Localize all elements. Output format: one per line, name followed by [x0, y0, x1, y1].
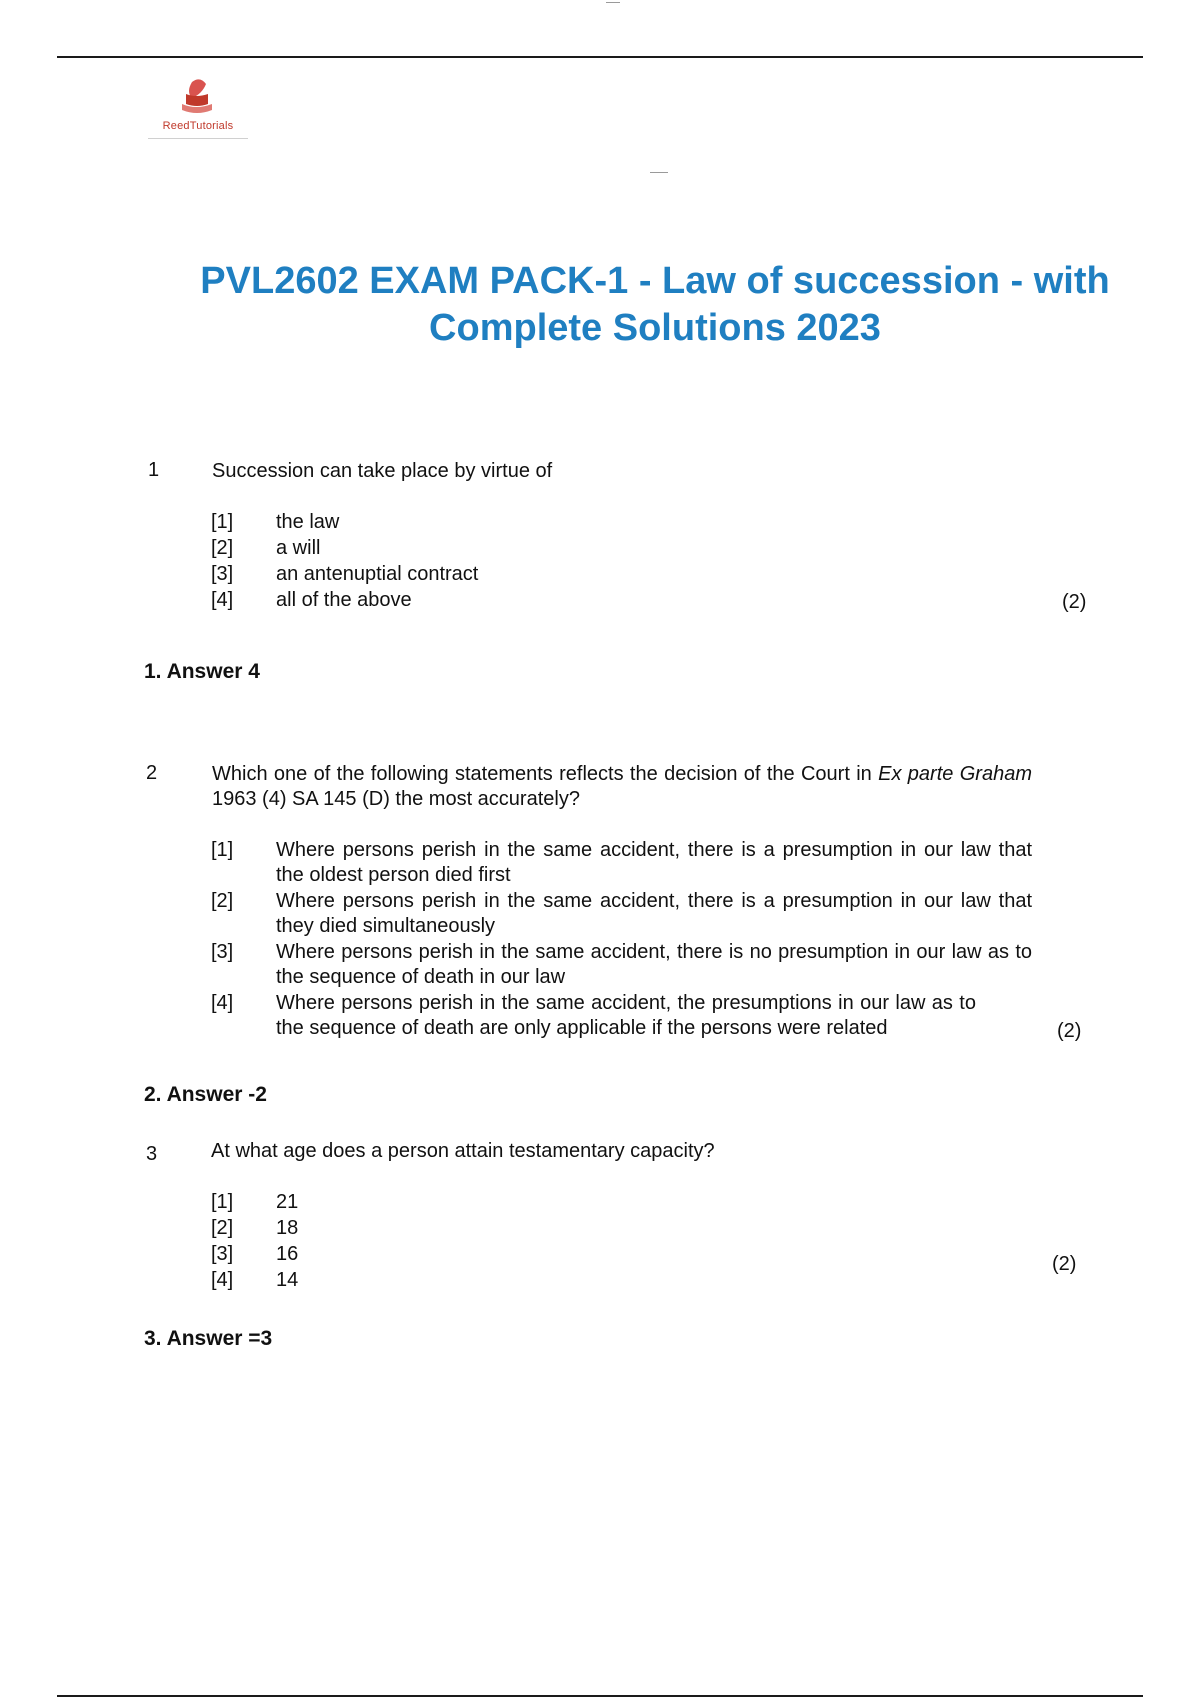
top-rule: [57, 56, 1143, 58]
option-label: [4]: [211, 589, 234, 611]
option-text: Where persons perish in the same accident, there is no presumption in our law as to the sequence of death in our law: [276, 941, 1032, 988]
question-1-option-1: [211, 510, 1032, 535]
question-3-answer: 3. Answer =3: [144, 1327, 273, 1350]
question-2-option-2: [211, 889, 1032, 939]
bottom-rule: [57, 1695, 1143, 1697]
top-tick-mark: [606, 2, 620, 3]
question-1-answer: 1. Answer 4: [144, 660, 260, 683]
question-2-stem: [212, 762, 1032, 812]
question-2-case-name: Ex parte Graham: [878, 763, 1032, 785]
option-label: [1]: [211, 511, 234, 533]
question-3-stem: At what age does a person attain testamentary capacity?: [211, 1140, 715, 1162]
option-text: Where persons perish in the same accident, there is a presumption in our law that the oldest person died first: [276, 839, 1032, 886]
option-text: all of the above: [276, 589, 412, 611]
question-2-option-3: [211, 940, 1032, 990]
question-2-marks: (2): [1057, 1020, 1082, 1042]
header-tick-mark: [650, 172, 668, 173]
option-label: [4]: [211, 992, 234, 1014]
option-label: [2]: [211, 1217, 234, 1239]
option-text: Where persons perish in the same accident, the presumptions in our law as to the sequence of death are only applicable if the persons were related: [276, 992, 976, 1039]
option-label: [2]: [211, 890, 234, 912]
question-1-number: 1: [148, 459, 160, 481]
reed-tutorials-logo: [146, 72, 250, 146]
title-line-2: Complete Solutions 2023: [429, 307, 881, 349]
option-label: [3]: [211, 941, 234, 963]
document-title: [160, 258, 1150, 352]
question-3-option-1: [211, 1190, 1032, 1215]
option-text: the law: [276, 511, 340, 533]
question-1-option-2: [211, 536, 1032, 561]
question-3-option-4: [211, 1268, 1032, 1293]
question-1-marks: (2): [1062, 591, 1087, 613]
option-label: [2]: [211, 537, 234, 559]
option-text: 16: [276, 1243, 299, 1265]
option-label: [3]: [211, 563, 234, 585]
option-text: 14: [276, 1269, 299, 1291]
book-logo-icon: [146, 72, 250, 146]
question-3-marks: (2): [1052, 1253, 1077, 1275]
question-1-stem: Succession can take place by virtue of: [212, 460, 553, 482]
option-label: [1]: [211, 1191, 234, 1213]
option-label: [3]: [211, 1243, 234, 1265]
option-text: a will: [276, 537, 321, 559]
option-label: [4]: [211, 1269, 234, 1291]
question-3-number: 3: [146, 1143, 158, 1165]
option-label: [1]: [211, 839, 234, 861]
question-1-option-4: [211, 588, 1032, 613]
option-text: 18: [276, 1217, 299, 1239]
question-3-option-2: [211, 1216, 1032, 1241]
question-2-option-4: [211, 991, 976, 1041]
logo-text: ReedTutorials: [162, 120, 234, 132]
option-text: Where persons perish in the same accident, there is a presumption in our law that they died simultaneously: [276, 890, 1032, 937]
title-line-1: PVL2602 EXAM PACK-1 - Law of succession - with: [200, 260, 1110, 302]
question-2-option-1: [211, 838, 1032, 888]
question-2-number: 2: [146, 762, 158, 784]
question-2-stem-post: 1963 (4) SA 145 (D) the most accurately?: [212, 788, 580, 810]
question-2-answer: 2. Answer -2: [144, 1083, 267, 1106]
question-3-option-3: [211, 1242, 1032, 1267]
question-2-stem-pre: Which one of the following statements reflects the decision of the Court in: [212, 763, 879, 785]
question-1-option-3: [211, 562, 1032, 587]
option-text: an antenuptial contract: [276, 563, 479, 585]
option-text: 21: [276, 1191, 299, 1213]
